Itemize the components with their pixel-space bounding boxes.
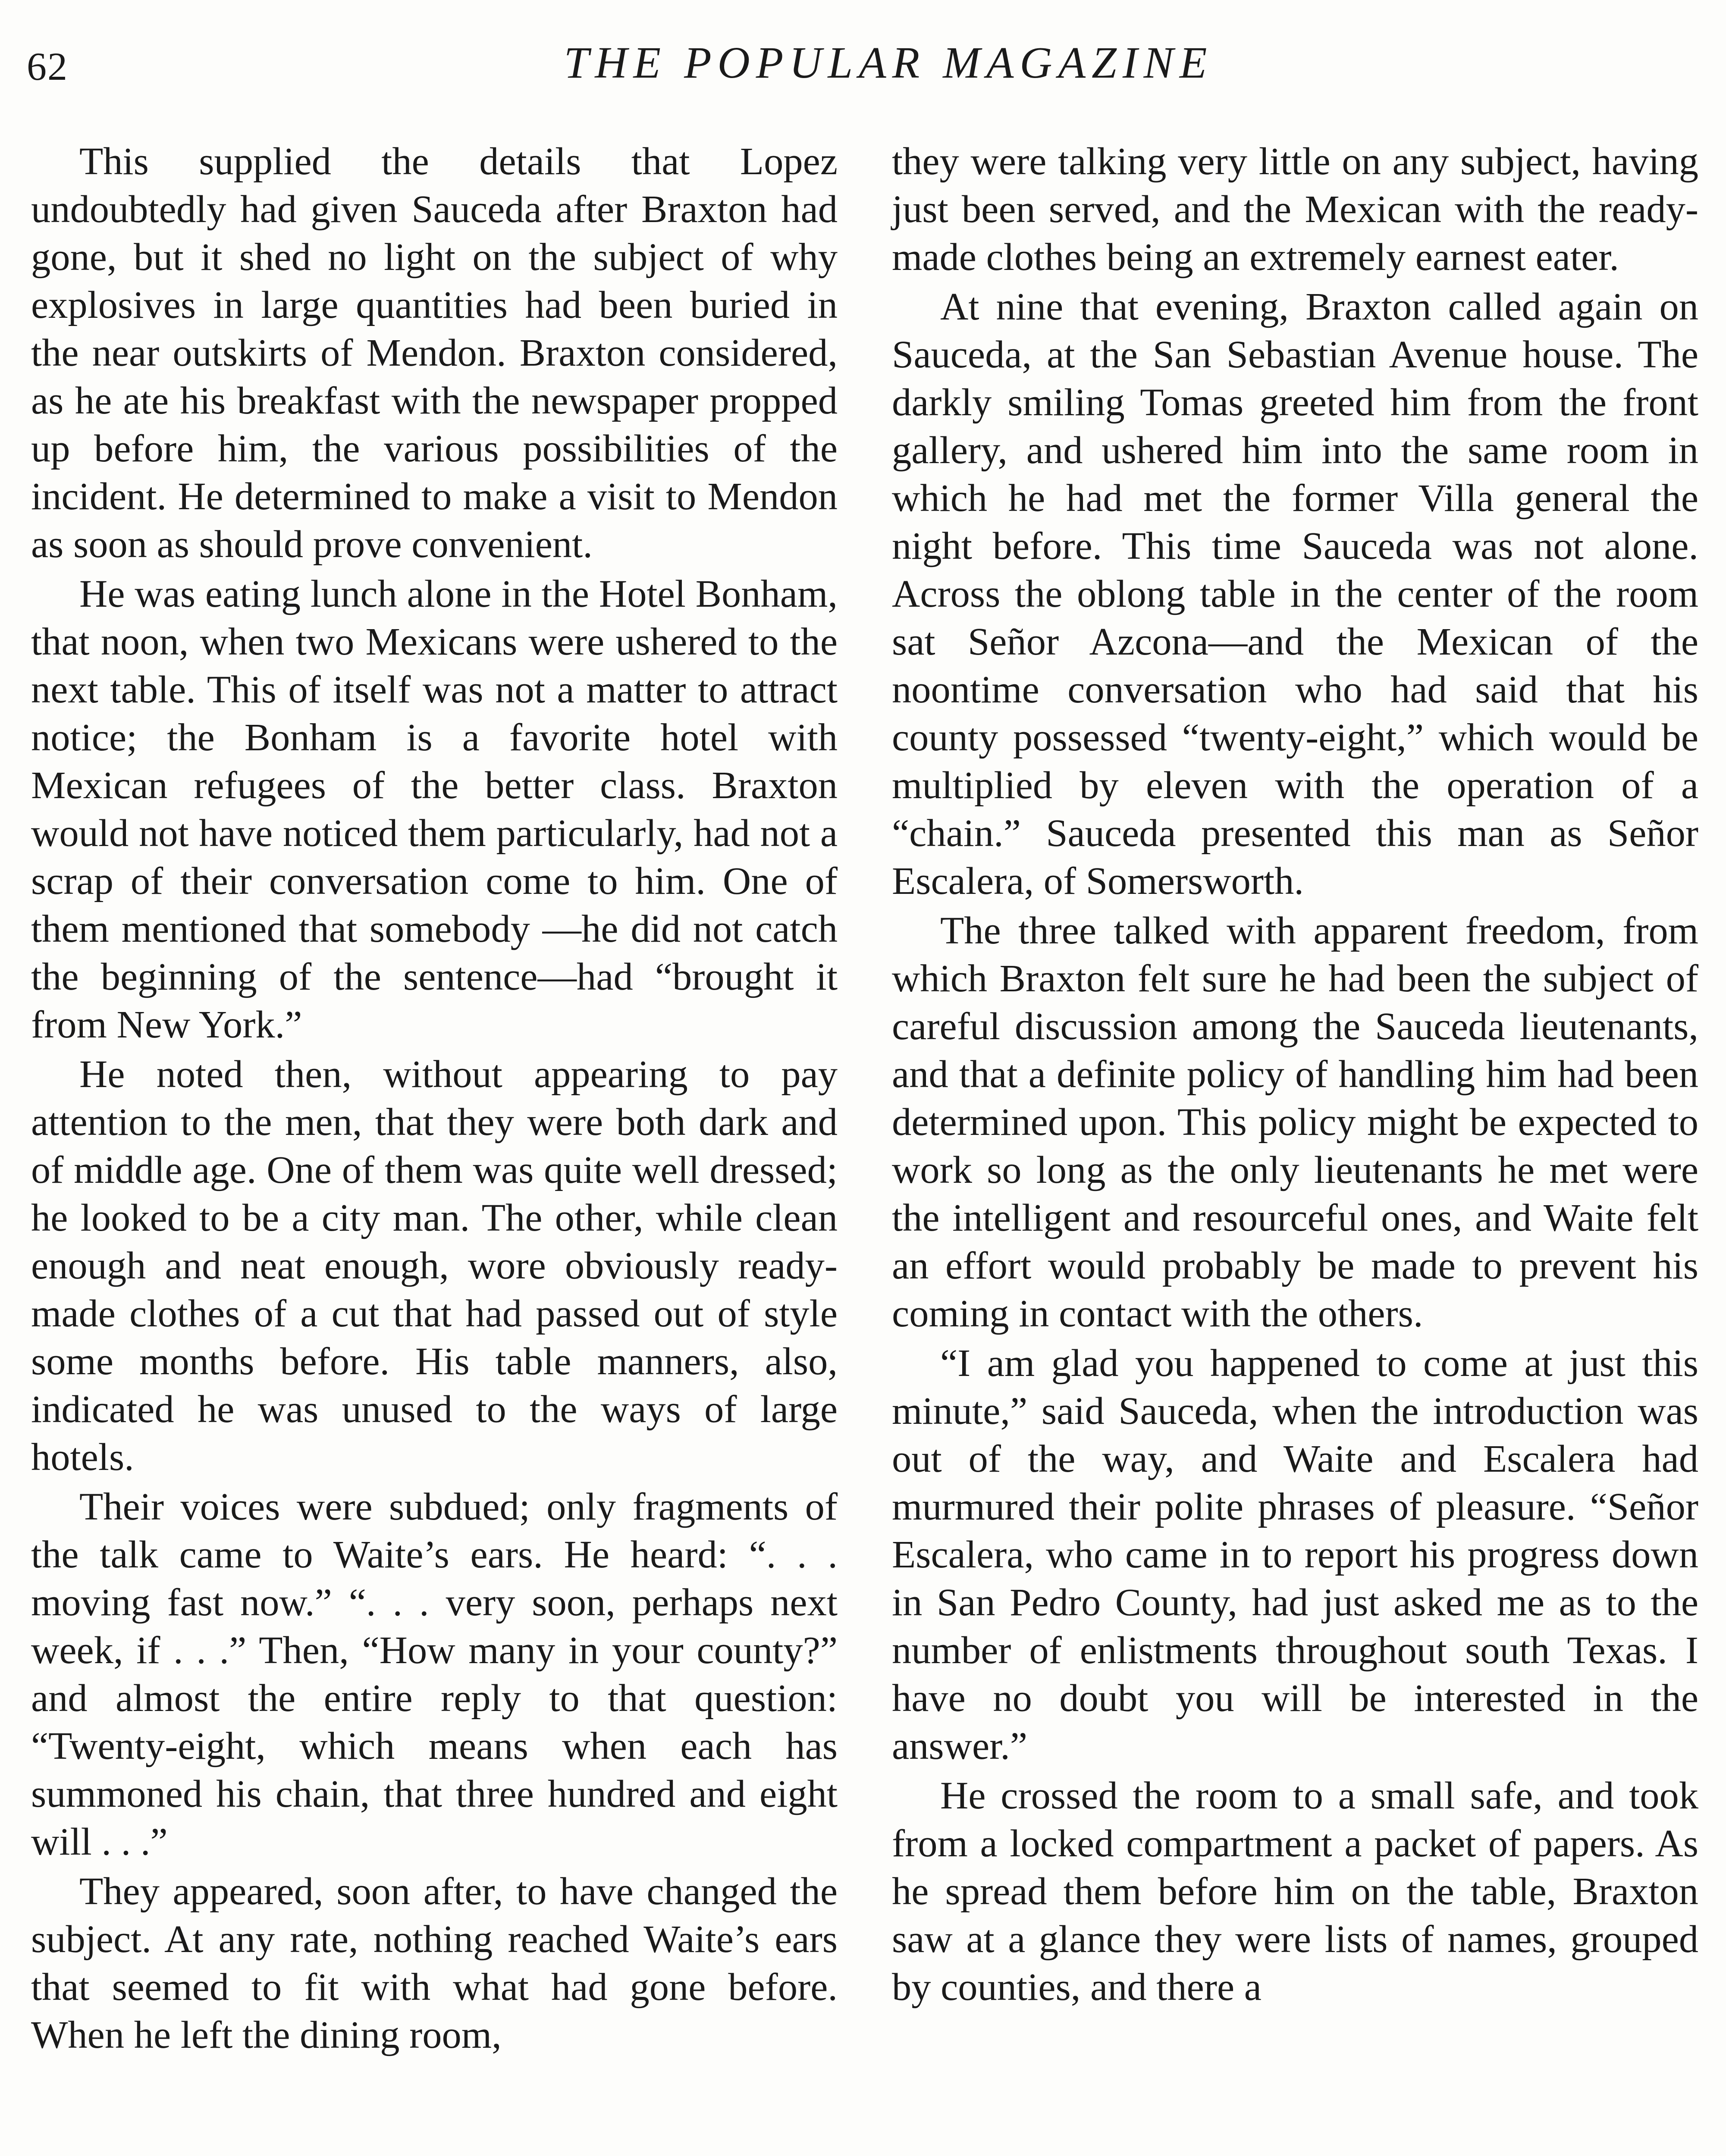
right-column [892,137,1698,2011]
continued-paragraph: they were talking very little on any subject, having just been served, and the Mexican with the ready-made clothes being an extremely earnest eater. [892,139,1698,279]
paragraph: They appeared, soon after, to have changed the subject. At any rate, nothing reached Waite’s ears that seemed to fit with what had gone before. When he left the dining room, [31,1869,838,2056]
left-column [31,137,838,2059]
paragraph: He crossed the room to a small safe, and took from a locked compartment a packet of papers. As he spread them before him on the table, Braxton saw at a glance they were lists of names, grouped by counties, and there a [892,1774,1698,2009]
paragraph: The three talked with apparent freedom, from which Braxton felt sure he had been the subject of careful discussion among the Sauceda lieutenants, and that a definite policy of handling him had been determined upon. This policy might be expected to work so long as the only lieutenants he met were the intelligent and resourceful ones, and Waite felt an effort would probably be made to prevent his coming in contact with the others. [892,909,1698,1335]
paragraph: He noted then, without appearing to pay attention to the men, that they were both dark and of middle age. One of them was quite well dressed; he looked to be a city man. The other, while clean enough and neat enough, wore obviously ready-made clothes of a cut that had passed out of style some months before. His table manners, also, indicated he was unused to the ways of large hotels. [31,1052,838,1479]
paragraph: “I am glad you happened to come at just this minute,” said Sauceda, when the introduction was out of the way, and Waite and Escalera had murmured their polite phrases of pleasure. “Señor Escalera, who came in to report his progress down in San Pedro County, had just asked me as to the number of enlistments throughout south Texas. I have no doubt you will be interested in the answer.” [892,1341,1698,1767]
paragraph: This supplied the details that Lopez undoubtedly had given Sauceda after Braxton had gone, but it shed no light on the subject of why explosives in large quantities had been buried in the near outskirts of Mendon. Braxton considered, as he ate his breakfast with the newspaper propped up before him, the various possibilities of the incident. He determined to make a visit to Mendon as soon as should prove convenient. [31,139,838,566]
running-title: THE POPULAR MAGAZINE [564,38,1213,88]
paragraph: At nine that evening, Braxton called again on Sauceda, at the San Sebastian Avenue house. The darkly smiling Tomas greeted him from the front gallery, and ushered him into the same room in which he had met the former Villa general the night before. This time Sauceda was not alone. Across the oblong table in the center of the room sat Señor Azcona—and the Mexican of the noontime conversation who had said that his county possessed “twenty-eight,” which would be multiplied by eleven with the operation of a “chain.” Sauceda presented this man as Señor Escalera, of Somersworth. [892,285,1698,903]
paragraph: Their voices were subdued; only fragments of the talk came to Waite’s ears. He heard: “. . . moving fast now.” “. . . very soon, perhaps next week, if . . .” Then, “How many in your county?” and almost the entire reply to that question: “Twenty-eight, which means when each has summoned his chain, that three hundred and eight will . . .” [31,1485,838,1863]
page-number: 62 [27,44,68,88]
paragraph: He was eating lunch alone in the Hotel Bonham, that noon, when two Mexicans were ushered to the next table. This of itself was not a matter to attract notice; the Bonham is a favorite hotel with Mexican refugees of the better class. Braxton would not have noticed them particularly, had not a scrap of their conversation come to him. One of them mentioned that somebody —he did not catch the beginning of the sentence—had “brought it from New York.” [31,572,838,1046]
